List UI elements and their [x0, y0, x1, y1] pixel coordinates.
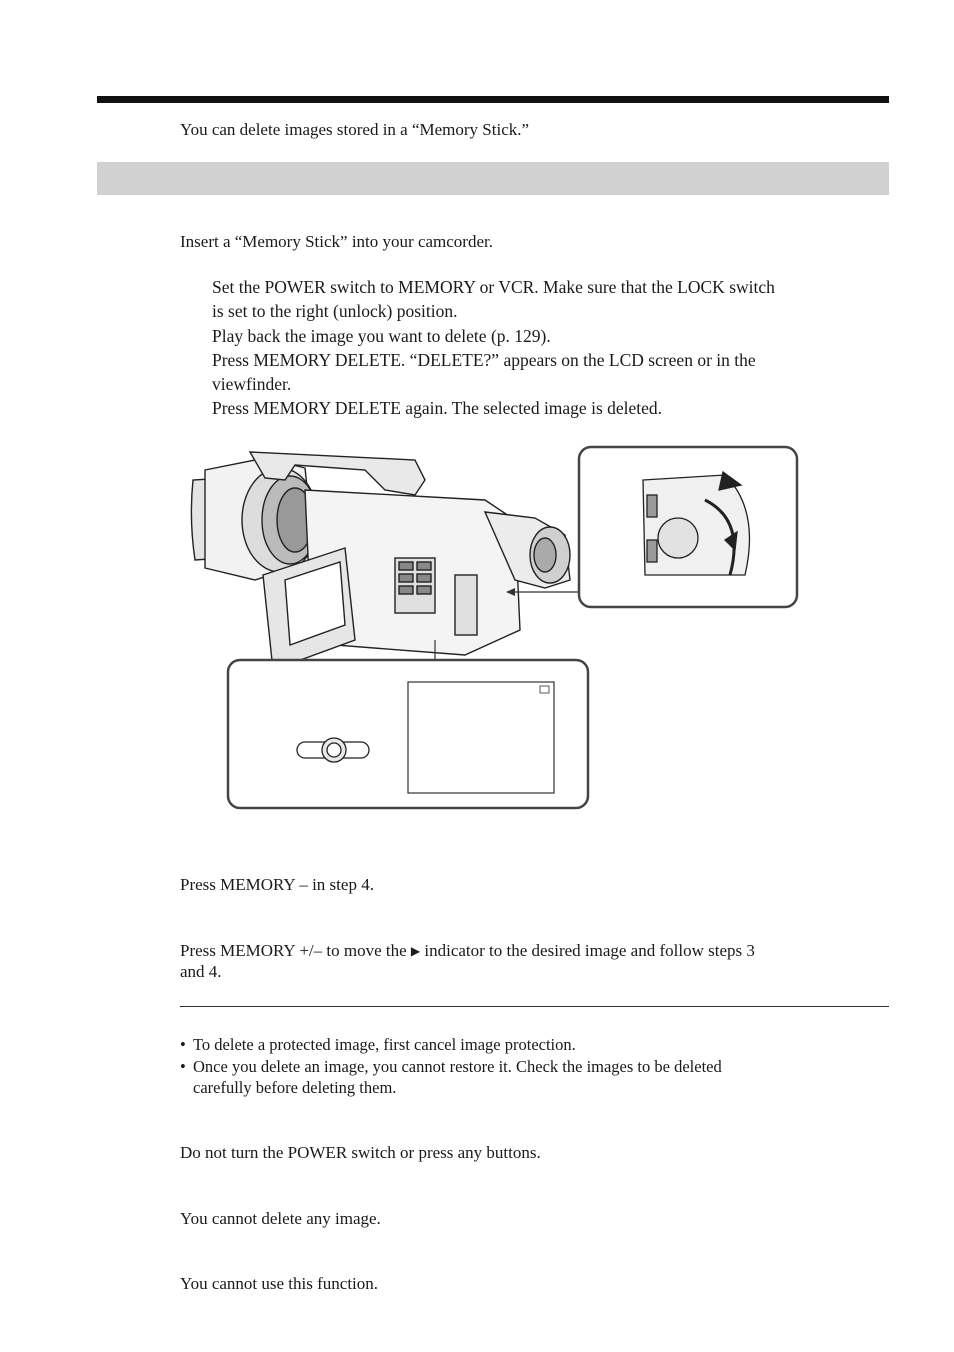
next-image-text-line2: and 4.	[180, 962, 222, 981]
step-4: Press MEMORY DELETE again. The selected image is deleted.	[212, 398, 663, 419]
step-1-line-2: is set to the right (unlock) position.	[212, 301, 458, 322]
notes-divider	[180, 1006, 889, 1007]
step-3-line-2: viewfinder.	[212, 374, 292, 395]
top-rule	[97, 96, 889, 103]
lcd-screen-display	[408, 682, 554, 793]
step-3-line-1: Press MEMORY DELETE. “DELETE?” appears on the LCD screen or in the	[212, 349, 756, 370]
memory-delete-button-drawing	[297, 738, 369, 762]
power-switch-drawing	[643, 472, 750, 575]
buttons-warning-text: Do not turn the POWER switch or press any buttons.	[180, 1143, 541, 1162]
preparation-text: Insert a “Memory Stick” into your camcorder.	[180, 232, 493, 251]
cannot-delete-text: You cannot delete any image.	[180, 1209, 381, 1228]
steps-list	[212, 275, 892, 421]
intro-text: You can delete images stored in a “Memory Stick.”	[180, 120, 530, 139]
next-image-text	[180, 939, 755, 963]
camcorder-body	[191, 452, 570, 670]
bullet-icon: •	[180, 1035, 186, 1054]
cannot-use-text: You cannot use this function.	[180, 1274, 379, 1293]
notes-list	[180, 1034, 722, 1099]
note-item-2-continued: carefully before deleting them.	[193, 1078, 397, 1097]
section-heading-band	[97, 162, 889, 195]
cancel-text: Press MEMORY – in step 4.	[180, 875, 374, 894]
next-image-text-part1: Press MEMORY +/– to move the	[180, 941, 411, 960]
note-item-2	[180, 1056, 722, 1078]
play-triangle-icon: ▶	[410, 944, 421, 958]
note-item-2-text: Once you delete an image, you cannot restore it. Check the images to be deleted	[193, 1056, 722, 1076]
next-image-text-part2: indicator to the desired image and follow steps 3	[420, 941, 755, 960]
step-2: Play back the image you want to delete (p. 129).	[212, 325, 551, 346]
note-item-1-text: To delete a protected image, first cancel image protection.	[193, 1035, 576, 1054]
bullet-icon: •	[180, 1056, 186, 1076]
step-1-line-1: Set the POWER switch to MEMORY or VCR. Make sure that the LOCK switch	[212, 277, 775, 297]
note-item-1	[180, 1034, 722, 1056]
camcorder-illustration	[185, 440, 805, 815]
